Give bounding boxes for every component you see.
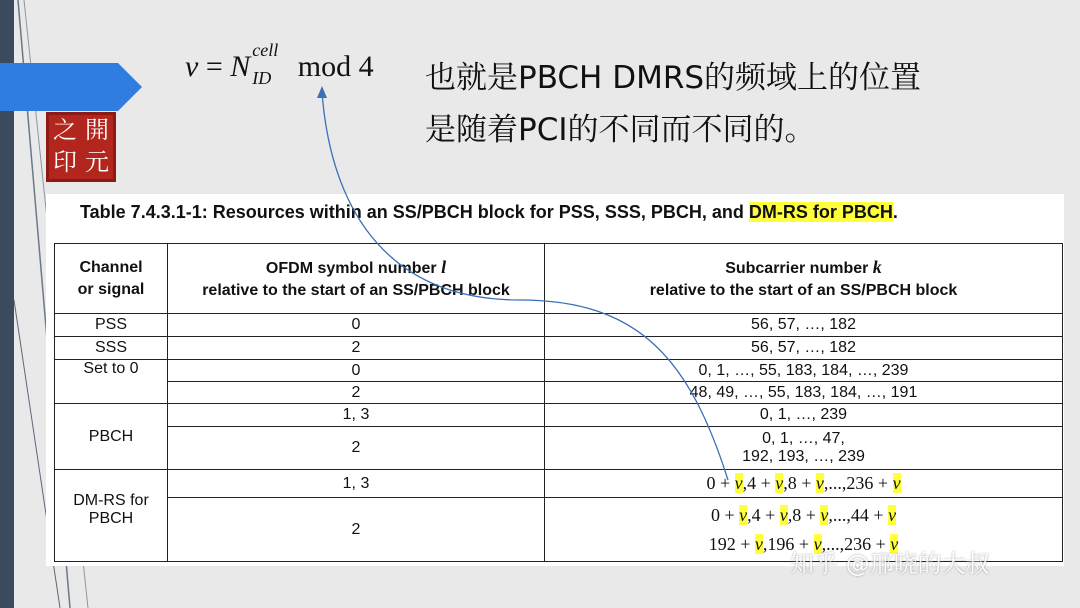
highlighted-v: v <box>888 504 897 525</box>
highlighted-v: v <box>739 504 748 525</box>
header-channel: Channel or signal <box>55 244 168 314</box>
seal-logo: 之 開 印 元 <box>46 112 116 182</box>
heading-line-2: 是随着PCI的不同而不同的。 <box>425 112 816 148</box>
table-caption: Table 7.4.3.1-1: Resources within an SS/PBCH block for PSS, SSS, PBCH, and DM-RS for PBCH. <box>80 202 898 222</box>
highlighted-v: v <box>815 473 824 493</box>
table-row: PSS 0 56, 57, …, 182 <box>55 314 1063 337</box>
resources-table <box>54 243 1063 562</box>
caption-highlight: DM-RS for PBCH <box>748 202 893 222</box>
highlighted-v: v <box>813 533 822 554</box>
highlighted-v: v <box>892 473 901 493</box>
table-row: 2 48, 49, …, 55, 183, 184, …, 191 <box>55 382 1063 404</box>
table-header-row <box>55 244 1063 314</box>
highlighted-v: v <box>890 533 899 554</box>
table-row: SSS 2 56, 57, …, 182 <box>55 337 1063 360</box>
highlighted-v: v <box>734 473 743 493</box>
highlighted-v: v <box>820 504 829 525</box>
table-row: 2 0, 1, …, 47, 192, 193, …, 239 <box>55 427 1063 470</box>
heading-line-1: 也就是PBCH DMRS的频域上的位置 <box>425 60 922 96</box>
dmrs-formula-1: 0 + v,4 + v,8 + v,...,236 + v <box>545 470 1063 498</box>
arrow-tab-icon <box>0 63 142 111</box>
header-subcarrier: Subcarrier number k relative to the start of an SS/PBCH block <box>545 244 1063 314</box>
formula: v = N cell ID mod 4 <box>185 40 374 88</box>
highlighted-v: v <box>754 533 763 554</box>
dmrs-formula-2b: 192 + v,196 + v,...,236 + v <box>708 533 899 554</box>
table-row: Set to 0 0 0, 1, …, 55, 183, 184, …, 239 <box>55 360 1063 382</box>
table-row: PBCH 1, 3 0, 1, …, 239 <box>55 404 1063 427</box>
slide-heading <box>425 52 1065 156</box>
dmrs-formula-2a: 0 + v,4 + v,8 + v,...,44 + v <box>710 504 897 525</box>
watermark: 知乎 @邢晓的大叔 <box>790 550 990 578</box>
table-row: DM-RS for PBCH 1, 3 0 + v,4 + v,8 + v,...,236 + v <box>55 470 1063 498</box>
table-row: 2 0 + v,4 + v,8 + v,...,44 + v 192 + v,196 + v,...,236 + v <box>55 498 1063 562</box>
highlighted-v: v <box>779 504 788 525</box>
highlighted-v: v <box>775 473 784 493</box>
header-ofdm: OFDM symbol number l relative to the start of an SS/PBCH block <box>168 244 545 314</box>
